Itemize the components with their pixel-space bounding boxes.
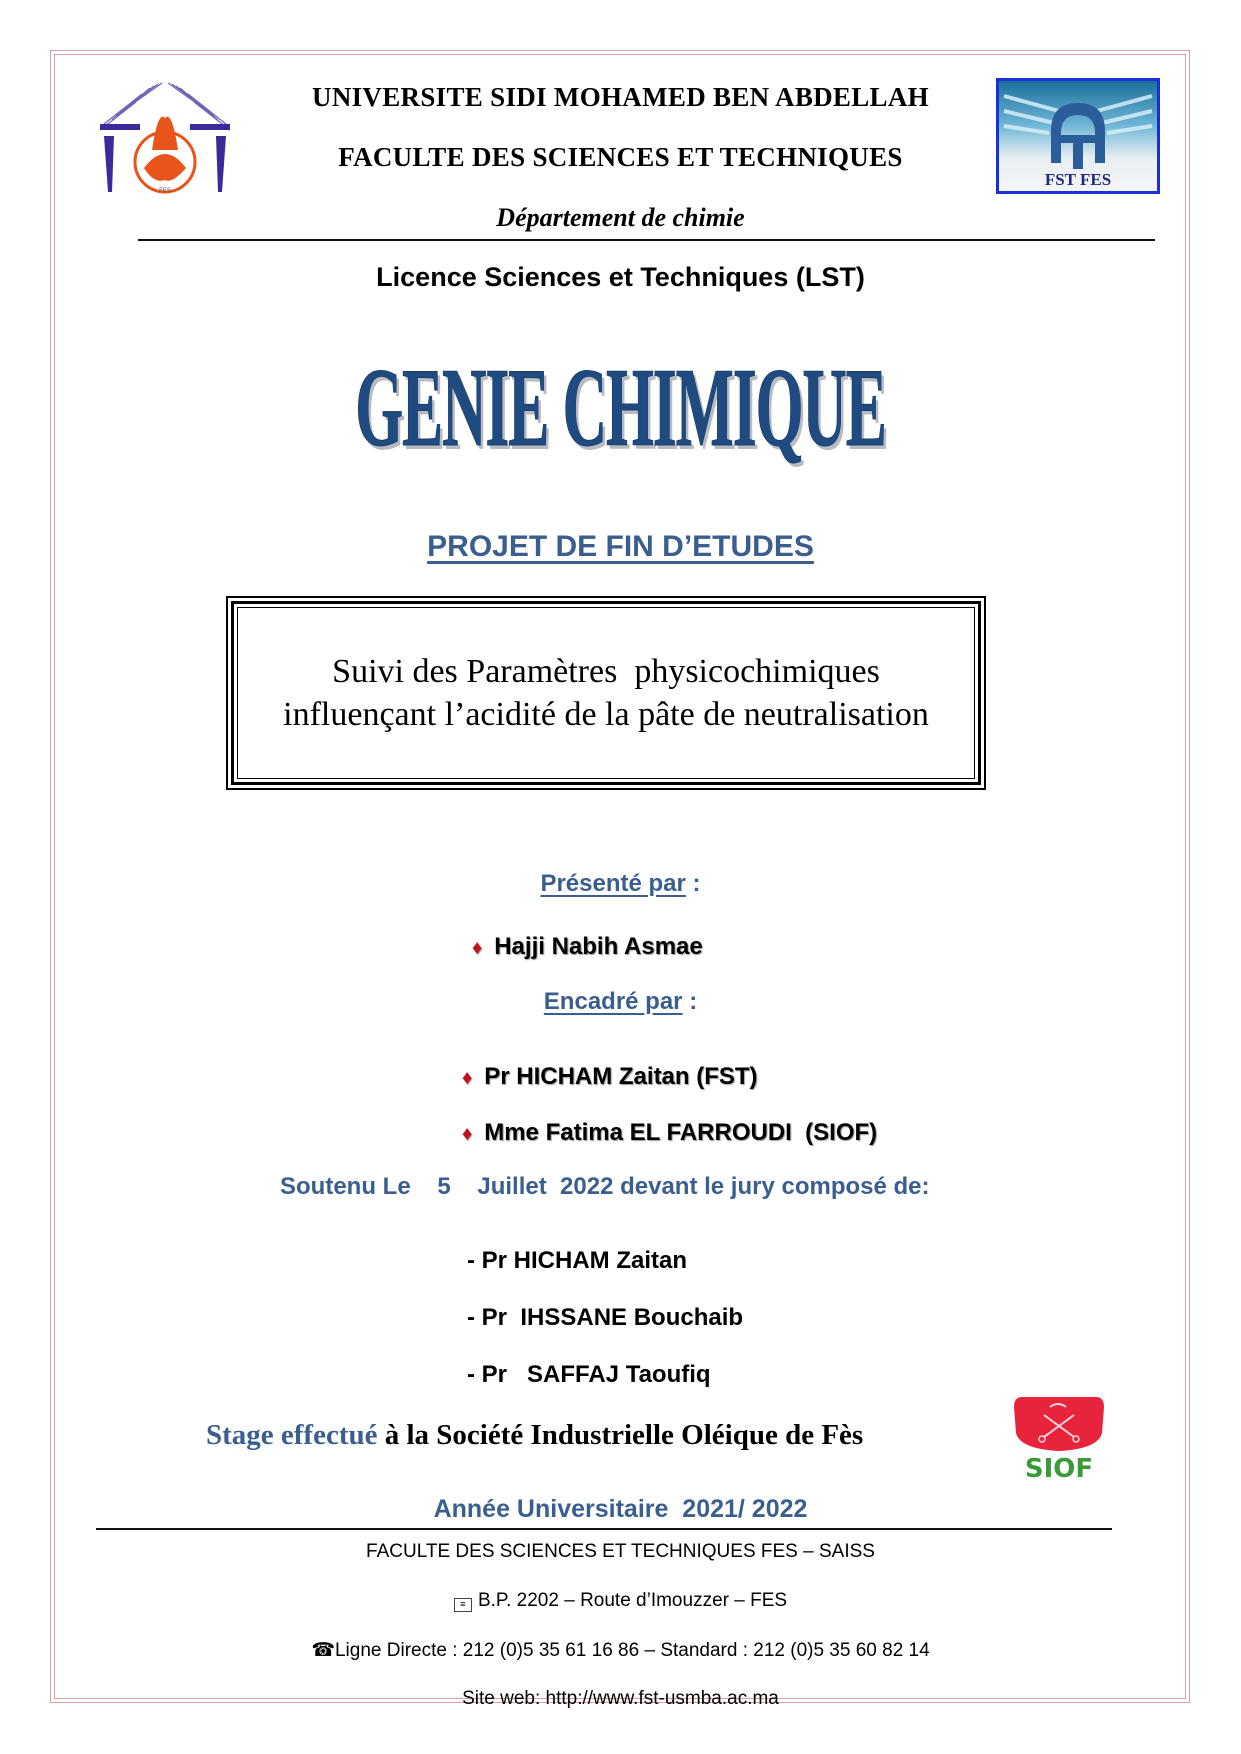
presented-by-heading (0, 870, 1241, 898)
supervisor-item (462, 1119, 877, 1147)
project-label: PROJET DE FIN D’ETUDES (427, 530, 814, 563)
university-name: UNIVERSITE SIDI MOHAMED BEN ABDELLAH (312, 82, 929, 112)
diamond-bullet-icon: ♦ (472, 937, 483, 959)
jury-member: - Pr SAFFAJ Taoufiq (467, 1361, 711, 1388)
internship-prefix: Stage effectué (206, 1419, 378, 1451)
supervised-by-colon: : (682, 988, 698, 1015)
presented-by-label: Présenté par (540, 870, 686, 897)
fst-emblem-icon (999, 81, 1157, 191)
phone-text: Ligne Directe : 212 (0)5 35 61 16 86 – Standard : 212 (0)5 35 60 82 14 (334, 1640, 930, 1661)
title-box-inner (237, 607, 975, 779)
student-name: Hajji Nabih Asmae (494, 933, 703, 960)
faculty-name: FACULTE DES SCIENCES ET TECHNIQUES (338, 142, 903, 172)
supervisor-name: Mme Fatima EL FARROUDI (SIOF) (484, 1119, 878, 1146)
presented-by-colon: : (685, 870, 701, 897)
footer-phone (0, 1639, 1241, 1662)
siof-logo (1000, 1393, 1118, 1483)
svg-text:SIOF: SIOF (1024, 1454, 1094, 1483)
diamond-bullet-icon: ♦ (462, 1123, 473, 1145)
footer-address (0, 1590, 1241, 1612)
footer-institution: FACULTE DES SCIENCES ET TECHNIQUES FES – SAISS (366, 1541, 875, 1562)
internship-statement (206, 1419, 863, 1452)
telephone-icon: ☎ (311, 1640, 335, 1661)
supervised-by-heading (0, 988, 1241, 1016)
academic-year: Année Universitaire 2021/ 2022 (433, 1495, 808, 1523)
fst-fes-logo (996, 78, 1160, 194)
header-divider (138, 239, 1155, 241)
student-item (472, 933, 703, 961)
supervisor-item (462, 1063, 758, 1091)
jury-member: - Pr IHSSANE Bouchaib (467, 1304, 744, 1331)
supervisor-name: Pr HICHAM Zaitan (FST) (484, 1063, 758, 1090)
svg-text:FES: FES (159, 188, 171, 194)
thesis-title-box (226, 596, 986, 790)
department-name: Département de chimie (496, 203, 745, 232)
address-text: B.P. 2202 – Route d’Imouzzer – FES (477, 1590, 788, 1611)
defense-statement: Soutenu Le 5 Juillet 2022 devant le jury composé de: (280, 1173, 930, 1200)
supervised-by-label: Encadré par (543, 988, 683, 1015)
svg-text:FST FES: FST FES (1044, 170, 1112, 189)
field-title: GENIE CHIMIQUE (355, 346, 886, 470)
footer-website[interactable]: Site web: http://www.fst-usmba.ac.ma (462, 1688, 779, 1709)
internship-company: à la Société Industrielle Oléique de Fès (377, 1419, 864, 1451)
thesis-title-line-1: Suivi des Paramètres physicochimiques (332, 653, 880, 690)
siof-emblem-icon (1000, 1393, 1118, 1483)
jury-member: - Pr HICHAM Zaitan (467, 1247, 688, 1274)
footer-divider (96, 1528, 1112, 1530)
mail-icon: ≡ (454, 1598, 472, 1612)
diamond-bullet-icon: ♦ (462, 1067, 473, 1089)
thesis-title-line-2: influençant l’acidité de la pâte de neutralisation (283, 696, 929, 733)
program-title: Licence Sciences et Techniques (LST) (376, 262, 865, 292)
